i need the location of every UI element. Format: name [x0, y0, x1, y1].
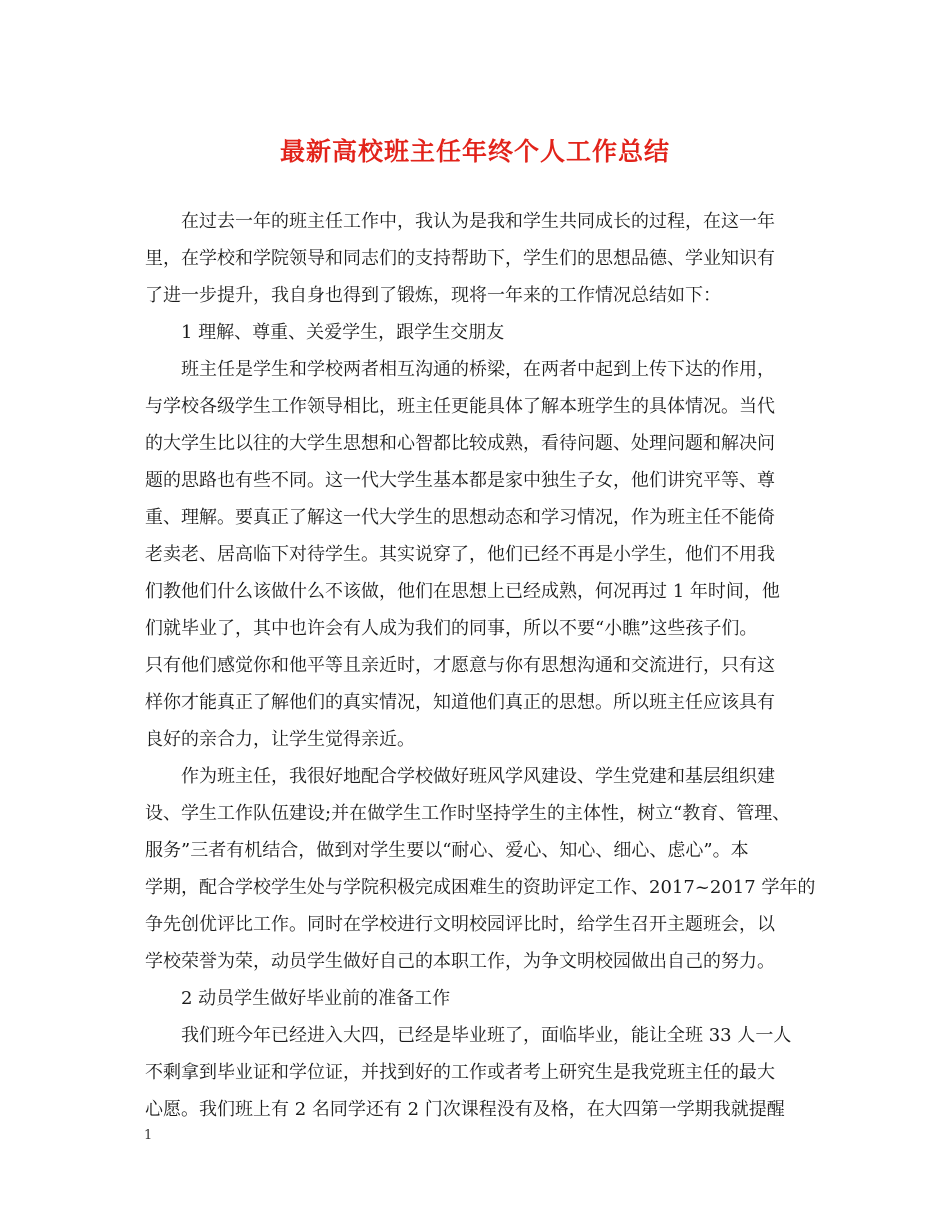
paragraph-line: 的大学生比以往的大学生思想和心智都比较成熟，看待问题、处理问题和解决问 [145, 433, 775, 454]
paragraph-line: 服务”三者有机结合，做到对学生要以“耐心、爱心、知心、细心、虑心”。本 [145, 840, 749, 861]
paragraph-line: 了进一步提升，我自身也得到了锻炼，现将一年来的工作情况总结如下： [145, 285, 721, 306]
section-heading: 1 理解、尊重、关爱学生，跟学生交朋友 [181, 322, 505, 343]
paragraph-line: 争先创优评比工作。同时在学校进行文明校园评比时，给学生召开主题班会，以 [145, 914, 775, 935]
paragraph-line: 老卖老、居高临下对待学生。其实说穿了，他们已经不再是小学生，他们不用我 [145, 544, 775, 565]
paragraph-line: 样你才能真正了解他们的真实情况，知道他们真正的思想。所以班主任应该具有 [145, 692, 775, 713]
page-number: 1 [144, 1128, 153, 1143]
paragraph-line: 心愿。我们班上有 2 名同学还有 2 门次课程没有及格，在大四第一学期我就提醒 [145, 1099, 785, 1120]
paragraph-line: 学校荣誉为荣，动员学生做好自己的本职工作，为争文明校园做出自己的努力。 [145, 951, 775, 972]
paragraph-line: 我们班今年已经进入大四，已经是毕业班了，面临毕业，能让全班 33 人一人 [181, 1025, 792, 1046]
paragraph-line: 设、学生工作队伍建设;并在做学生工作时坚持学生的主体性，树立“教育、管理、 [145, 803, 791, 824]
paragraph-line: 不剩拿到毕业证和学位证，并找到好的工作或者考上研究生是我党班主任的最大 [145, 1062, 775, 1083]
paragraph-line: 与学校各级学生工作领导相比，班主任更能具体了解本班学生的具体情况。当代 [145, 396, 775, 417]
document-title: 最新高校班主任年终个人工作总结 [279, 137, 670, 166]
paragraph-line: 里，在学校和学院领导和同志们的支持帮助下，学生们的思想品德、学业知识有 [145, 248, 775, 269]
paragraph-line: 重、理解。要真正了解这一代大学生的思想动态和学习情况，作为班主任不能倚 [145, 507, 775, 528]
paragraph-line: 在过去一年的班主任工作中，我认为是我和学生共同成长的过程，在这一年 [181, 211, 775, 232]
paragraph-line: 良好的亲合力，让学生觉得亲近。 [145, 729, 415, 750]
paragraph-line: 只有他们感觉你和他平等且亲近时，才愿意与你有思想沟通和交流进行，只有这 [145, 655, 775, 676]
section-heading: 2 动员学生做好毕业前的准备工作 [181, 988, 451, 1009]
paragraph-line: 作为班主任，我很好地配合学校做好班风学风建设、学生党建和基层组织建 [181, 766, 775, 787]
paragraph-line: 学期，配合学校学生处与学院积极完成困难生的资助评定工作、2017~2017 学年的 [145, 877, 816, 898]
paragraph-line: 题的思路也有些不同。这一代大学生基本都是家中独生子女，他们讲究平等、尊 [145, 470, 775, 491]
paragraph-line: 班主任是学生和学校两者相互沟通的桥梁，在两者中起到上传下达的作用， [181, 359, 775, 380]
paragraph-line: 们教他们什么该做什么不该做，他们在思想上已经成熟，何况再过 1 年时间，他 [145, 581, 780, 602]
paragraph-line: 们就毕业了，其中也许会有人成为我们的同事，所以不要“小瞧”这些孩子们。 [145, 618, 758, 639]
